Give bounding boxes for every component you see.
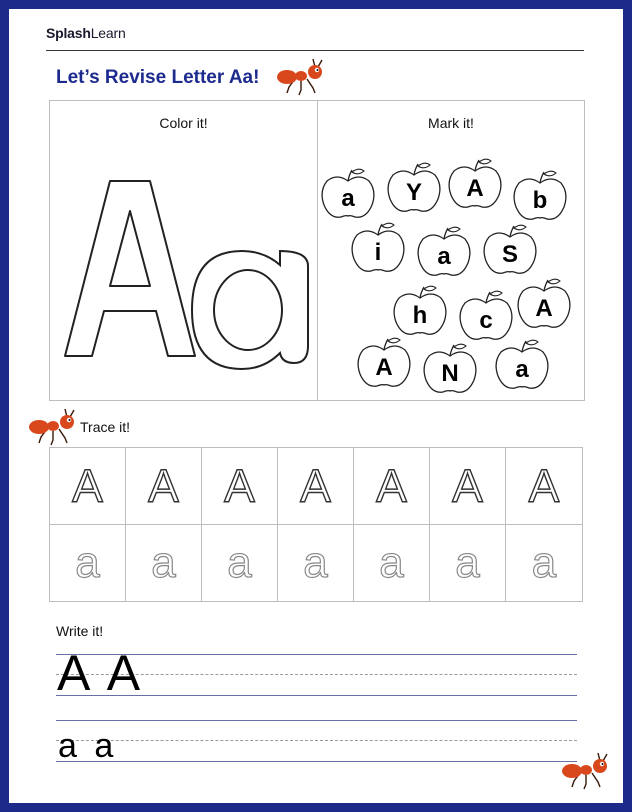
dotted-letter-lower: a [531,537,557,587]
dotted-letter-lower: a [379,537,404,587]
apple-letter: N [441,360,459,387]
apple-item[interactable] [415,225,473,279]
apple-item[interactable] [457,289,515,343]
apple-letter: A [535,295,553,322]
writing-line-base [56,761,577,762]
trace-cell-lower[interactable] [278,525,354,602]
apple-letter: a [515,356,529,383]
trace-cell-upper[interactable] [126,448,202,525]
dotted-letter-lower: a [151,537,176,587]
apple-item[interactable] [391,284,449,338]
apple-letter: A [375,354,393,381]
trace-cell-lower[interactable] [506,525,582,602]
color-it-label: Color it! [159,115,208,131]
color-it-box [49,100,318,401]
mark-it-label: Mark it! [428,115,474,131]
apple-item[interactable] [515,277,573,331]
trace-cell-upper[interactable] [430,448,506,525]
ant-icon [27,407,79,447]
apple-item[interactable] [355,336,413,390]
trace-grid [49,447,583,602]
trace-cell-lower[interactable] [354,525,430,602]
apple-item[interactable] [481,223,539,277]
apple-item[interactable] [493,338,551,392]
apple-letter: Y [405,179,422,206]
dotted-letter-lower: a [75,537,100,587]
trace-cell-upper[interactable] [50,448,126,525]
apple-letter: S [501,241,518,268]
brand-logo: SplashLearn [46,25,126,41]
apple-item[interactable] [385,161,443,215]
apple-item[interactable] [446,157,504,211]
dotted-letter-lower: a [455,537,480,587]
write-sample-upper: A A [57,645,145,701]
apple-item[interactable] [349,221,407,275]
apple-item[interactable] [511,169,569,223]
dotted-letter-upper: A [148,459,179,512]
trace-it-label: Trace it! [80,419,131,435]
outline-letters[interactable] [50,141,317,401]
apple-letter: i [374,239,382,266]
apple-letter: h [412,302,428,329]
trace-cell-lower[interactable] [430,525,506,602]
dotted-letter-lower: a [303,537,328,587]
writing-line-top [56,720,577,721]
apple-letter: b [532,187,548,214]
trace-cell-lower[interactable] [202,525,278,602]
dotted-letter-upper: A [376,459,407,512]
write-it-label: Write it! [56,623,104,639]
apple-letter: a [437,243,451,270]
ant-icon [560,751,612,791]
apple-item[interactable] [421,342,479,396]
dotted-letter-upper: A [528,459,560,512]
page-title: Let’s Revise Letter Aa! [56,67,260,88]
dotted-letter-upper: A [300,459,331,512]
apple-letter: a [341,185,355,212]
trace-cell-upper[interactable] [202,448,278,525]
apple-letter: c [479,307,493,334]
trace-cell-lower[interactable] [126,525,202,602]
dotted-letter-lower: a [227,537,252,587]
write-sample-lower: a a [58,727,118,765]
trace-cell-upper[interactable] [506,448,582,525]
writing-line-mid [56,740,577,741]
worksheet [9,9,623,803]
trace-cell-lower[interactable] [50,525,126,602]
trace-cell-upper[interactable] [354,448,430,525]
ant-icon [275,57,327,97]
dotted-letter-upper: A [224,459,255,512]
header-divider [46,50,584,51]
trace-cell-upper[interactable] [278,448,354,525]
apple-letter: A [466,175,484,202]
dotted-letter-upper: A [452,459,483,512]
apple-item[interactable] [319,167,377,221]
dotted-letter-upper: A [72,459,103,512]
